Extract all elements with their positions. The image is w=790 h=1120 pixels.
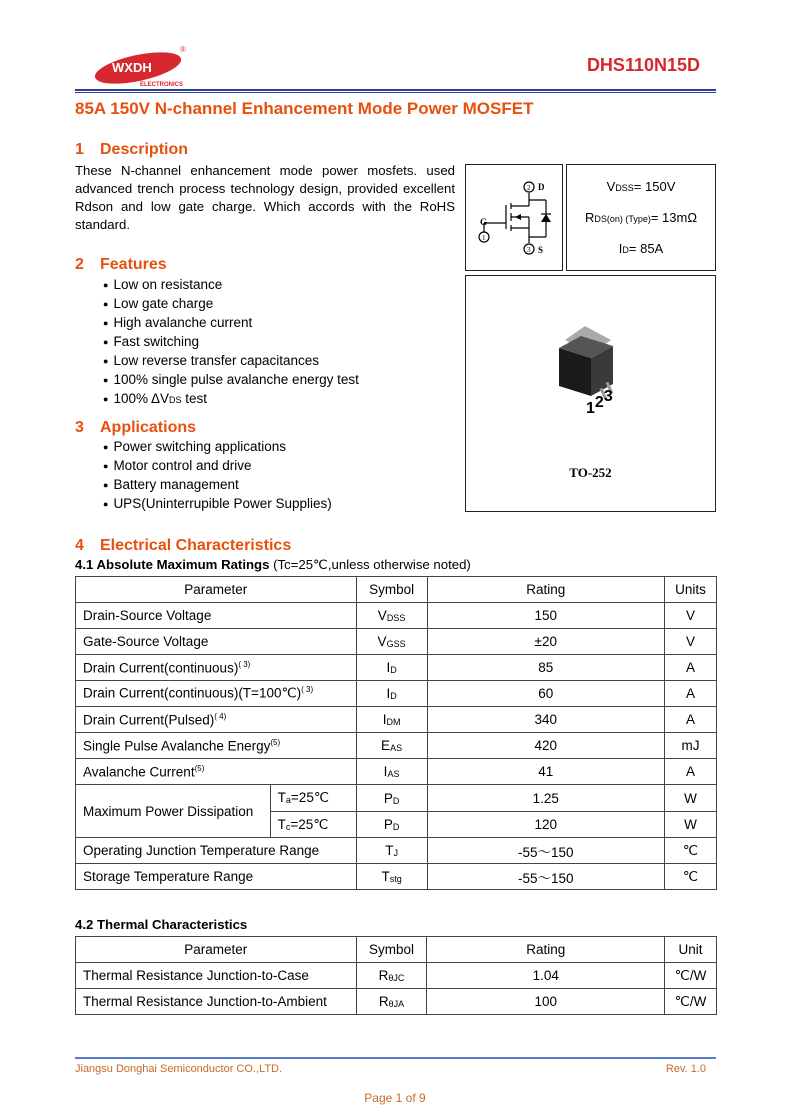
table-row: Storage Temperature Range Tstg -55～150 ℃ (76, 864, 717, 890)
table-header-row: Parameter Symbol Rating Units (76, 577, 717, 603)
footer-company: Jiangsu Donghai Semiconductor CO.,LTD. (75, 1063, 283, 1075)
table-row: Maximum Power Dissipation Ta=25℃ PD 1.25 W (76, 785, 717, 812)
table-row: Drain Current(continuous)(T=100℃)$^{( 3)}$ ID 60 A (76, 681, 717, 707)
table-row: Drain Current(continuous)$^{( 3)}$ ID 85 A (76, 655, 717, 681)
table-header-row: Parameter Symbol Rating Unit (76, 937, 717, 963)
table-row: Operating Junction Temperature Range TJ -55～150 ℃ (76, 838, 717, 864)
footer-revision: Rev. 1.0 (665, 1063, 706, 1075)
list-item: ● Motor control and drive (103, 457, 332, 476)
applications-list (103, 438, 332, 514)
abs-max-heading: 4.1 Absolute Maximum Ratings (Tc=25℃,unless otherwise noted) (75, 557, 471, 572)
package-box (465, 275, 716, 512)
footer-rule (75, 1057, 716, 1059)
document-title: 85A 150V N-channel Enhancement Mode Power MOSFET (75, 99, 534, 118)
header-rule-thin (75, 92, 716, 93)
list-item: ● Low reverse transfer capacitances (103, 352, 359, 371)
description-text: These N-channel enhancement mode power mosfets. used advanced trench process technology design, provided excellent Rdson and low gate charge. Which accords with the RoHS standard. (75, 163, 455, 232)
package-pin-numbers: 123 (586, 388, 613, 417)
logo-registered: ® (180, 45, 186, 54)
to252-package-icon (551, 320, 631, 410)
list-item: ● Low on resistance (103, 276, 359, 295)
pin2-label: 2 (527, 184, 531, 192)
mosfet-symbol-icon (466, 165, 562, 270)
rdson-spec: RDS(on) (Type)= 13mΩ (584, 210, 698, 225)
list-item: ● Fast switching (103, 333, 359, 352)
table-row: Thermal Resistance Junction-to-Ambient RθJA 100 ℃/W (76, 989, 717, 1015)
logo-subtext: ELECTRONICS (140, 82, 184, 88)
applications-heading: 3 Applications (75, 419, 197, 436)
features-list (103, 276, 359, 409)
list-item: ● Low gate charge (103, 295, 359, 314)
key-specs-box (566, 164, 716, 271)
thermal-heading: 4.2 Thermal Characteristics (75, 917, 248, 932)
thermal-table (75, 936, 717, 1015)
table-row: Tc=25℃ PD 120 W (76, 812, 717, 838)
company-logo (92, 44, 192, 89)
list-item: ● UPS(Uninterrupible Power Supplies) (103, 495, 332, 514)
pin1-label: 1 (482, 234, 486, 242)
package-name: TO-252 (569, 465, 612, 480)
page-number: Page 1 of 9 (364, 1091, 426, 1105)
logo-text: WXDH (112, 60, 152, 75)
table-row: Gate-Source Voltage VGSS ±20 V (76, 629, 717, 655)
drain-label: D (538, 182, 545, 192)
vdss-spec: VDSS= 150V (606, 179, 676, 194)
features-heading: 2 Features (75, 256, 167, 273)
table-row: Drain Current(Pulsed)$^{( 4)}$ IDM 340 A (76, 707, 717, 733)
abs-max-table (75, 576, 717, 890)
header-rule (75, 89, 716, 91)
table-row: Single Pulse Avalanche Energy$^{(5)}$ EAS 420 mJ (76, 733, 717, 759)
part-number: DHS110N15D (586, 55, 700, 75)
table-row: Thermal Resistance Junction-to-Case RθJC 1.04 ℃/W (76, 963, 717, 989)
description-heading: 1 Description (75, 141, 189, 158)
list-item: ● 100% ΔVDS test (103, 390, 359, 409)
list-item: ● Battery management (103, 476, 332, 495)
id-spec: ID= 85A (618, 241, 664, 256)
pin3-label: 3 (527, 246, 531, 254)
list-item: ● 100% single pulse avalanche energy test (103, 371, 359, 390)
mosfet-symbol-box (465, 164, 563, 271)
list-item: ● High avalanche current (103, 314, 359, 333)
source-label: S (538, 245, 544, 255)
table-row: Avalanche Current$^{(5)}$ IAS 41 A (76, 759, 717, 785)
gate-label: G (480, 217, 488, 227)
electrical-heading: 4 Electrical Characteristics (75, 537, 292, 554)
list-item: ● Power switching applications (103, 438, 332, 457)
table-row: Drain-Source Voltage VDSS 150 V (76, 603, 717, 629)
